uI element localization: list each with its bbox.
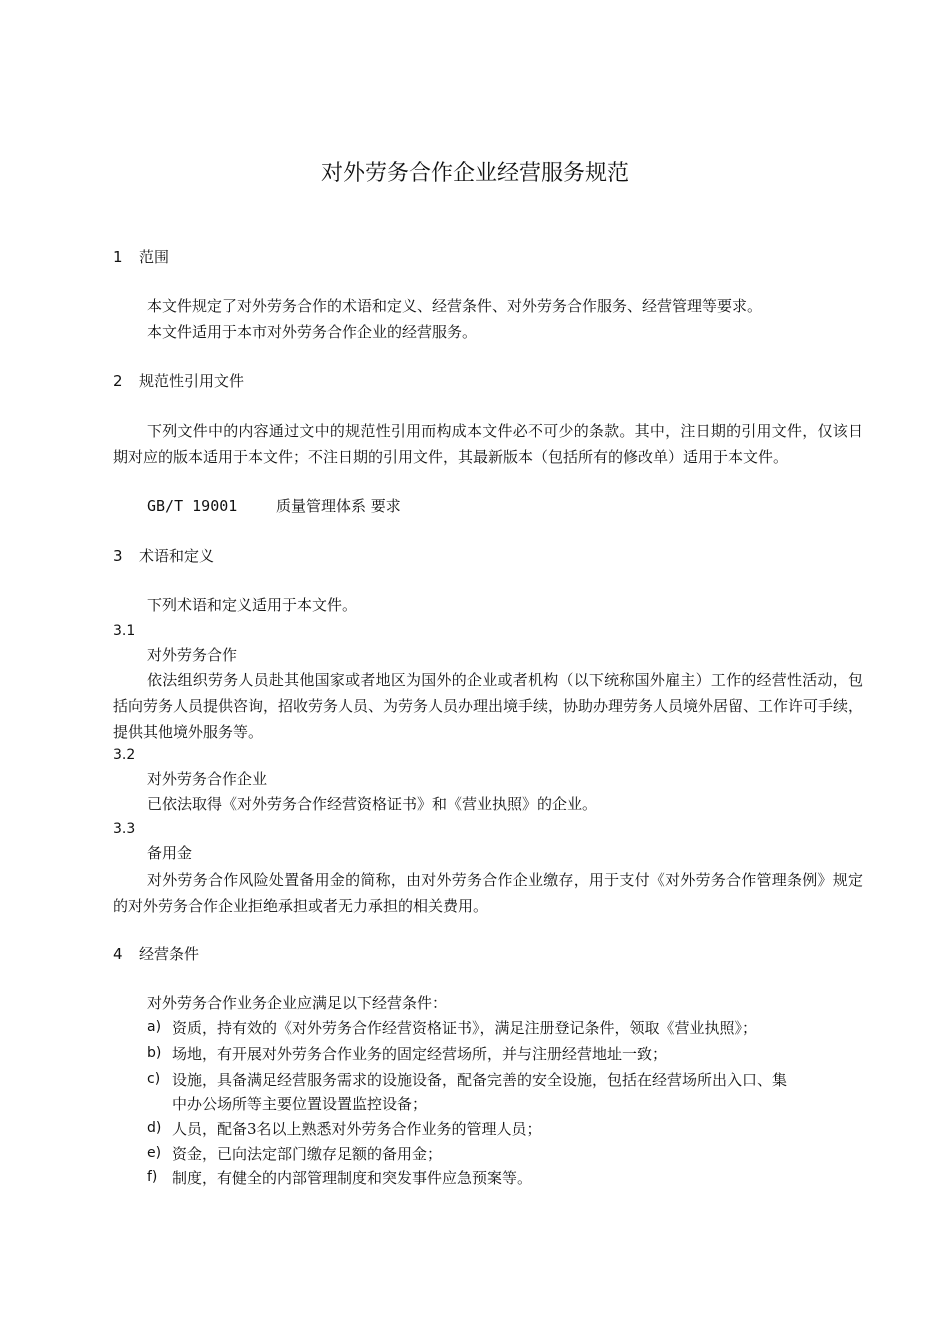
section-4-intro: 对外劳务合作业务企业应满足以下经营条件： (147, 994, 448, 1012)
term-3-2-definition: 已依法取得《对外劳务合作经营资格证书》和《营业执照》的企业。 (147, 795, 598, 813)
term-3-1-definition: 依法组织劳务人员赴其他国家或者地区为国外的企业或者机构（以下统称国外雇主）工作的经营性活动，包括向劳务人员提供咨询，招收劳务人员、为劳务人员办理出境手续，协助办理劳务人员境外居留、工作许可手续，提供其他境外服务等。 (113, 671, 864, 741)
term-3-1-number: 3.1 (113, 623, 136, 639)
list-item-text: 资金，已向法定部门缴存足额的备用金； (172, 1145, 443, 1163)
list-item-marker: a) (147, 1019, 162, 1035)
list-item-marker: f) (147, 1169, 158, 1185)
section-4-heading: 经营条件 (139, 945, 200, 963)
term-3-3-definition: 对外劳务合作风险处置备用金的简称，由对外劳务合作企业缴存，用于支付《对外劳务合作管理条例》规定的对外劳务合作企业拒绝承担或者无力承担的相关费用。 (113, 871, 863, 915)
term-3-3-number: 3.3 (113, 821, 136, 837)
reference-code: GB/T 19001 (147, 497, 238, 515)
section-1-number: 1 (113, 248, 123, 266)
list-item-text: 人员，配备3名以上熟悉对外劳务合作业务的管理人员； (172, 1120, 542, 1138)
section-3-heading: 术语和定义 (139, 547, 215, 565)
section-4-number: 4 (113, 945, 123, 963)
reference-title: 质量管理体系 要求 (276, 497, 401, 515)
list-item-marker: c) (147, 1071, 161, 1087)
section-2-heading: 规范性引用文件 (139, 372, 245, 390)
list-item-text: 设施，具备满足经营服务需求的设施设备，配备完善的安全设施，包括在经营场所出入口、集 (172, 1071, 788, 1089)
term-3-2-number: 3.2 (113, 747, 136, 763)
section-1-heading: 范围 (139, 248, 170, 266)
list-item-text: 制度，有健全的内部管理制度和突发事件应急预案等。 (172, 1169, 533, 1187)
section-2-paragraph: 下列文件中的内容通过文中的规范性引用而构成本文件必不可少的条款。其中，注日期的引用文件，仅该日期对应的版本适用于本文件；不注日期的引用文件，其最新版本（包括所有的修改单）适用于本文件。 (113, 422, 863, 466)
section-1-paragraph-2: 本文件适用于本市对外劳务合作企业的经营服务。 (147, 323, 478, 341)
term-3-2-title: 对外劳务合作企业 (147, 770, 268, 788)
section-3-intro: 下列术语和定义适用于本文件。 (147, 596, 358, 614)
list-item-marker: e) (147, 1145, 162, 1161)
list-item-marker: b) (147, 1045, 162, 1061)
term-3-1-title: 对外劳务合作 (147, 646, 238, 664)
list-item-text-continued: 中办公场所等主要位置设置监控设备； (172, 1095, 428, 1113)
list-item-marker: d) (147, 1120, 162, 1136)
section-2-number: 2 (113, 372, 123, 390)
list-item-text: 资质，持有效的《对外劳务合作经营资格证书》，满足注册登记条件，领取《营业执照》； (172, 1019, 758, 1037)
list-item-text: 场地，有开展对外劳务合作业务的固定经营场所，并与注册经营地址一致； (172, 1045, 668, 1063)
document-title: 对外劳务合作企业经营服务规范 (320, 161, 629, 186)
section-1-paragraph-1: 本文件规定了对外劳务合作的术语和定义、经营条件、对外劳务合作服务、经营管理等要求。 (147, 297, 763, 315)
section-3-number: 3 (113, 547, 123, 565)
term-3-3-title: 备用金 (147, 844, 193, 862)
